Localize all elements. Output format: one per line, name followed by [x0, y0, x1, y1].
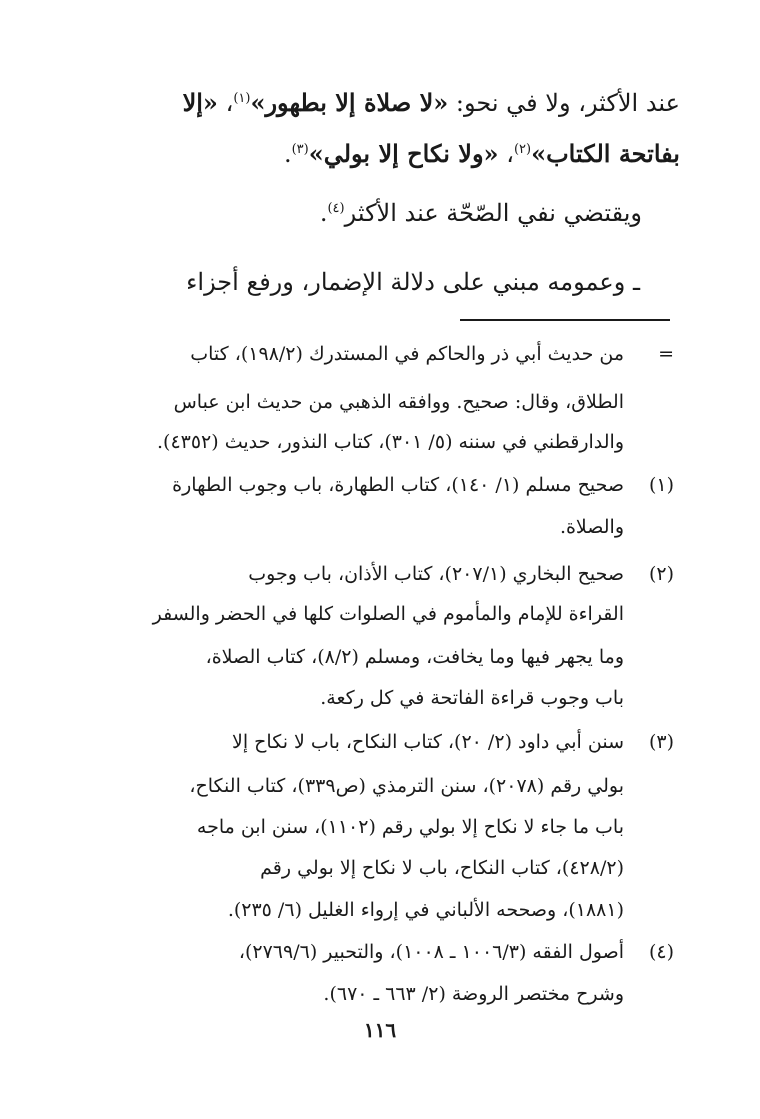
main-text-span: ،	[498, 140, 514, 168]
footnote-number: (١)	[648, 474, 674, 496]
footnote-line: الطلاق، وقال: صحيح. ووافقه الذهبي من حديث ابن عباس	[173, 391, 624, 413]
footnote-line: والدارقطني في سننه (٥/ ٣٠١)، كتاب النذور، حديث (٤٣٥٢).	[156, 431, 624, 453]
hadith-quote: «إلا	[182, 88, 218, 117]
footnote-line: باب ما جاء لا نكاح إلا بولي رقم (١١٠٢)، سنن ابن ماجه	[196, 816, 624, 838]
main-text-line-4	[186, 268, 640, 296]
footnote-line: القراءة للإمام والمأموم في الصلوات كلها في الحضر والسفر	[152, 603, 624, 625]
footnote-line: وما يجهر فيها وما يخافت، ومسلم (٨/٢)، كتاب الصلاة،	[205, 646, 624, 668]
page-number: ١١٦	[363, 1018, 397, 1042]
footnote-line: من حديث أبي ذر والحاكم في المستدرك (١٩٨/٢)، كتاب	[190, 343, 624, 365]
footnote-line: والصلاة.	[559, 516, 624, 538]
main-text-span: .	[283, 140, 292, 168]
footnote-separator	[460, 319, 670, 321]
footnote-ref: (١)	[233, 91, 251, 106]
footnote-line: (٤٢٨/٢)، كتاب النكاح، باب لا نكاح إلا بولي رقم	[260, 857, 624, 879]
footnote-line: صحيح مسلم (١/ ١٤٠)، كتاب الطهارة، باب وجوب الطهارة	[172, 474, 624, 496]
main-text-line-1	[183, 88, 680, 117]
footnote-line: باب وجوب قراءة الفاتحة في كل ركعة.	[320, 687, 624, 709]
footnote-line: بولي رقم (٢٠٧٨)، سنن الترمذي (ص٣٣٩)، كتاب النكاح،	[189, 775, 624, 797]
footnote-line: (١٨٨١)، وصححه الألباني في إرواء الغليل (٦/ ٢٣٥).	[227, 899, 624, 921]
main-text-span: .	[319, 199, 328, 227]
footnote-line: صحيح البخاري (٢٠٧/١)، كتاب الأذان، باب وجوب	[248, 563, 624, 585]
footnote-line: سنن أبي داود (٢/ ٢٠)، كتاب النكاح، باب لا نكاح إلا	[232, 731, 624, 753]
footnote-ref: (٢)	[513, 142, 532, 157]
main-text-span: عند الأكثر، ولا في نحو:	[448, 89, 680, 117]
hadith-quote: بفاتحة الكتاب»	[531, 139, 680, 168]
main-text-span: ـ وعمومه مبني على دلالة الإضمار، ورفع أجزاء	[186, 268, 640, 296]
footnote-ref: (٤)	[327, 201, 345, 216]
hadith-quote: «ولا نكاح إلا بولي»	[308, 139, 499, 168]
main-text-span: ويقتضي نفي الصّحّة عند الأكثر	[344, 199, 642, 227]
hadith-quote: «لا صلاة إلا بطهور»	[250, 88, 449, 117]
footnote-continuation-marker: =	[658, 343, 674, 365]
main-text-span: ،	[217, 89, 234, 117]
footnote-number: (٤)	[648, 941, 674, 963]
footnote-number: (٢)	[648, 563, 674, 585]
footnote-line: أصول الفقه (١٠٠٦/٣ ـ ١٠٠٨)، والتحبير (٢٧٦٩/٦)،	[238, 941, 624, 963]
footnote-ref: (٣)	[291, 142, 309, 157]
footnote-line: وشرح مختصر الروضة (٢/ ٦٦٣ ـ ٦٧٠).	[323, 983, 624, 1005]
main-text-line-3	[320, 199, 642, 227]
main-text-line-2	[284, 139, 680, 168]
footnote-number: (٣)	[648, 731, 674, 753]
